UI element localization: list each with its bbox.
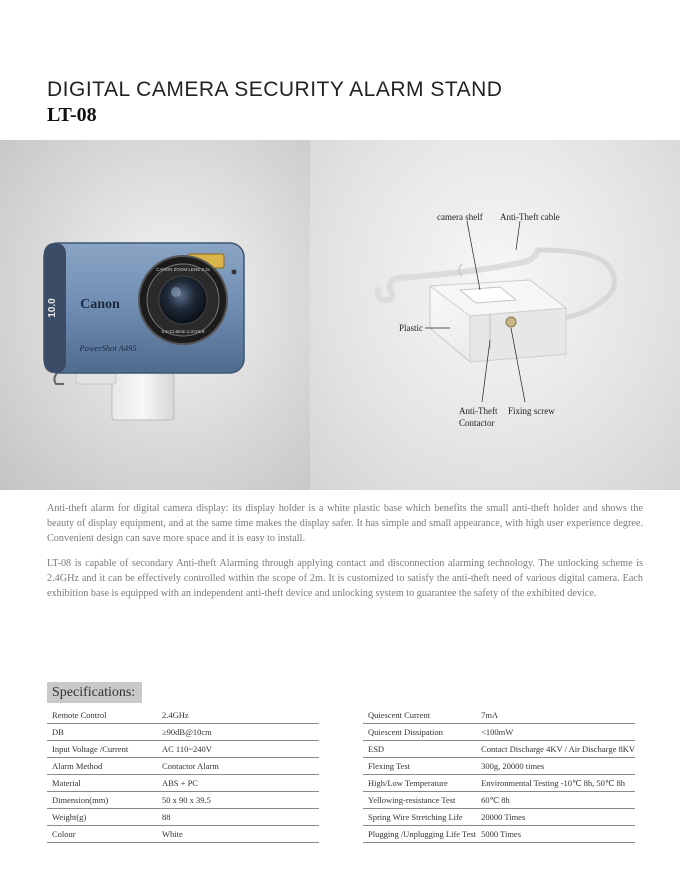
svg-text:PowerShot A495: PowerShot A495: [79, 343, 137, 353]
svg-text:Canon: Canon: [80, 297, 120, 312]
product-hero: [0, 140, 680, 490]
spec-value: AC 110~240V: [157, 741, 319, 758]
callout-anti-theft-contactor-line2: Contactor: [459, 418, 495, 428]
camera-photo-panel: [0, 140, 310, 490]
spec-label: DB: [47, 724, 157, 741]
spec-row: [363, 758, 635, 775]
spec-value: 5000 Times: [476, 826, 635, 843]
spec-row: [47, 758, 319, 775]
model-number: LT-08: [47, 104, 97, 126]
spec-row: [47, 775, 319, 792]
spec-value: White: [157, 826, 319, 843]
spec-row: [47, 707, 319, 724]
white-stand-base: [112, 368, 174, 420]
spec-value: 50 x 90 x 39.5: [157, 792, 319, 809]
specs-table-left: [47, 707, 319, 843]
callout-anti-theft-cable: Anti-Theft cable: [500, 212, 560, 222]
callout-camera-shelf: camera shelf: [437, 212, 483, 222]
spec-row: [47, 809, 319, 826]
description-paragraph-2: LT-08 is capable of secondary Anti-theft Alarming through applying contact and disconnection alarming technology. The unlocking scheme is 2.4GHz and it can be effectively controlled within the scope of 2m. It is customized to satisfy the anti-theft need of various digital camera. Each exhibition base is equipped with an independent anti-theft device and unlocking system to guarantee the safety of the exhibited device.: [47, 558, 643, 599]
spec-row: [363, 775, 635, 792]
callout-plastic: Plastic: [399, 323, 423, 333]
stand-diagram-image: [310, 140, 680, 490]
spec-label: Remote Control: [47, 707, 157, 724]
spec-label: Yellowing-resistance Test: [363, 792, 476, 809]
spec-value: ABS + PC: [157, 775, 319, 792]
fixing-screw: [506, 317, 516, 327]
camera-on-stand-image: [0, 140, 310, 490]
spec-label: Flexing Test: [363, 758, 476, 775]
spec-row: [363, 741, 635, 758]
callout-fixing-screw: Fixing screw: [508, 406, 555, 416]
specifications-heading: Specifications:: [47, 682, 142, 703]
spec-label: Material: [47, 775, 157, 792]
svg-text:10.0: 10.0: [47, 298, 58, 318]
spec-label: Alarm Method: [47, 758, 157, 775]
stand-diagram-panel: [310, 140, 680, 490]
spec-label: Quiescent Current: [363, 707, 476, 724]
specs-table-right: [363, 707, 635, 843]
spec-value: 7mA: [476, 707, 635, 724]
spec-label: Dimension(mm): [47, 792, 157, 809]
spec-label: Quiescent Dissipation: [363, 724, 476, 741]
spec-row: [363, 707, 635, 724]
spec-row: [363, 724, 635, 741]
spec-value: ≥90dB@10cm: [157, 724, 319, 741]
spec-row: [363, 792, 635, 809]
description-paragraph-1: Anti-theft alarm for digital camera display: its display holder is a white plastic base which benefits the small anti-theft holder and shows the beauty of display equipment, and at the same time makes the display safer. It has simple and small appearance, with high user experience degree. Convenient design can save more space and it is easy to install.: [47, 503, 643, 544]
spec-value: Contactor Alarm: [157, 758, 319, 775]
spec-row: [363, 826, 635, 843]
spec-label: ESD: [363, 741, 476, 758]
spec-value: 88: [157, 809, 319, 826]
spec-row: [47, 724, 319, 741]
spec-label: Input Voltage /Current: [47, 741, 157, 758]
spec-label: Plugging /Unplugging Life Test: [363, 826, 476, 843]
callout-anti-theft-contactor-line1: Anti-Theft: [459, 406, 498, 416]
spec-label: Spring Wire Stretching Life: [363, 809, 476, 826]
spec-value: 300g, 20000 times: [476, 758, 635, 775]
svg-text:6.6-21.6mm 1:3.0-5.8: 6.6-21.6mm 1:3.0-5.8: [161, 329, 205, 334]
spec-row: [47, 826, 319, 843]
spec-value: Environmental Testing -10℃ 8h, 50℃ 8h: [476, 775, 635, 792]
spec-value: <100mW: [476, 724, 635, 741]
spec-row: [47, 792, 319, 809]
spec-value: 60℃ 8h: [476, 792, 635, 809]
spec-value: 20000 Times: [476, 809, 635, 826]
spec-value: Contact Discharge 4KV / Air Discharge 8KV: [476, 741, 635, 758]
spec-row: [363, 809, 635, 826]
spec-row: [47, 741, 319, 758]
spec-value: 2.4GHz: [157, 707, 319, 724]
spec-label: Weight(g): [47, 809, 157, 826]
spec-label: Colour: [47, 826, 157, 843]
svg-text:CANON ZOOM LENS 3.3x: CANON ZOOM LENS 3.3x: [156, 267, 210, 272]
page-title: DIGITAL CAMERA SECURITY ALARM STAND: [47, 78, 503, 101]
spec-label: High/Low Temperature: [363, 775, 476, 792]
